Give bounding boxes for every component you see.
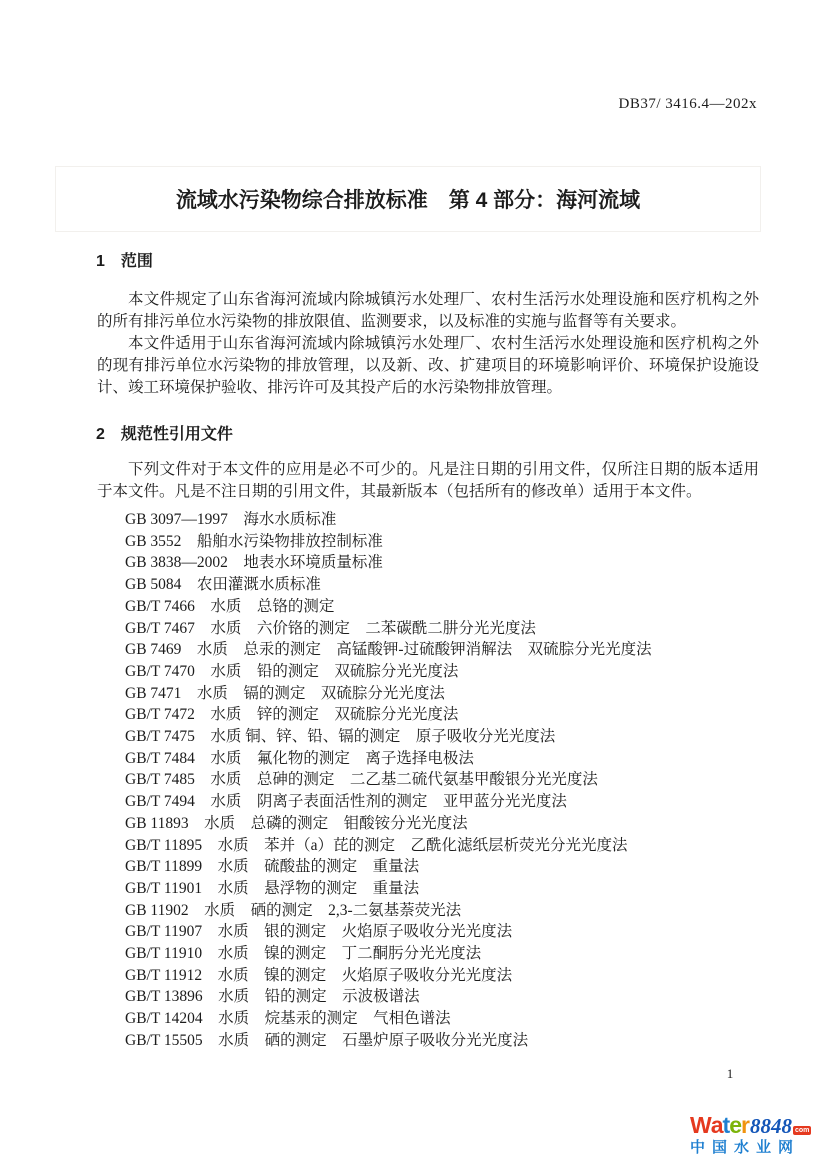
reference-item: GB 3097—1997 海水水质标准	[125, 511, 337, 528]
section-1-body	[97, 289, 759, 399]
section-1-heading: 1 范围	[96, 253, 153, 270]
page-title: 流域水污染物综合排放标准 第 4 部分：海河流域	[55, 166, 761, 232]
reference-item: GB 7469 水质 总汞的测定 高锰酸钾-过硫酸钾消解法 双硫腙分光光度法	[125, 641, 652, 659]
reference-item: GB/T 7494 水质 阴离子表面活性剂的测定 亚甲蓝分光光度法	[125, 793, 567, 811]
logo-subtitle-chinese: 中国水业网	[690, 1139, 801, 1156]
logo-number-8848: 8848	[749, 1114, 792, 1138]
logo-letter-e: e	[729, 1112, 741, 1138]
water8848-logo	[690, 1114, 823, 1155]
logo-com-badge: com	[794, 1127, 810, 1134]
references-list	[125, 509, 785, 1052]
logo-letter-w: W	[690, 1112, 711, 1138]
section-1-paragraph-2: 本文件适用于山东省海河流域内除城镇污水处理厂、农村生活污水处理设施和医疗机构之外的现有排污单位水污染物的排放管理，以及新、改、扩建项目的环境影响评价、环境保护设施设计、竣工环境保护验收、排污许可及其投产后的水污染物排放管理。	[97, 335, 759, 396]
reference-item: GB 11893 水质 总磷的测定 钼酸铵分光光度法	[125, 814, 468, 832]
reference-item: GB/T 7485 水质 总砷的测定 二乙基二硫代氨基甲酸银分光光度法	[125, 771, 598, 789]
reference-item: GB/T 11910 水质 镍的测定 丁二酮肟分光光度法	[125, 945, 482, 963]
reference-item: GB/T 11901 水质 悬浮物的测定 重量法	[125, 879, 420, 897]
reference-item: GB/T 15505 水质 硒的测定 石墨炉原子吸收分光光度法	[125, 1031, 529, 1049]
reference-item: GB/T 11912 水质 镍的测定 火焰原子吸收分光光度法	[125, 966, 513, 984]
section-2-heading: 2 规范性引用文件	[96, 426, 233, 443]
reference-item: GB/T 11895 水质 苯并（a）芘的测定 乙酰化滤纸层析荧光分光光度法	[125, 836, 628, 854]
reference-item: GB 7471 水质 镉的测定 双硫腙分光光度法	[125, 684, 445, 702]
reference-item: GB/T 11899 水质 硫酸盐的测定 重量法	[125, 858, 420, 876]
reference-item: GB 11902 水质 硒的测定 2,3-二氨基萘荧光法	[125, 901, 462, 919]
reference-item: GB/T 13896 水质 铅的测定 示波极谱法	[125, 988, 420, 1006]
reference-item: GB 3838—2002 地表水环境质量标准	[125, 554, 383, 572]
logo-letter-r: r	[740, 1112, 749, 1138]
reference-item: GB/T 7467 水质 六价铬的测定 二苯碳酰二肼分光光度法	[125, 619, 536, 637]
reference-item: GB/T 7484 水质 氟化物的测定 离子选择电极法	[125, 749, 474, 767]
reference-item: GB/T 14204 水质 烷基汞的测定 气相色谱法	[125, 1010, 451, 1028]
page-number: 1	[726, 1066, 734, 1081]
reference-item: GB/T 7472 水质 锌的测定 双硫腙分光光度法	[125, 706, 459, 724]
section-1-paragraph-1: 本文件规定了山东省海河流域内除城镇污水处理厂、农村生活污水处理设施和医疗机构之外的所有排污单位水污染物的排放限值、监测要求，以及标准的实施与监督等有关要求。	[97, 291, 759, 330]
section-2-intro	[97, 459, 759, 503]
reference-item: GB/T 7470 水质 铅的测定 双硫腙分光光度法	[125, 662, 459, 680]
section-2-intro-paragraph: 下列文件对于本文件的应用是必不可少的。凡是注日期的引用文件，仅所注日期的版本适用于本文件。凡是不注日期的引用文件，其最新版本（包括所有的修改单）适用于本文件。	[97, 461, 759, 500]
reference-item: GB 5084 农田灌溉水质标准	[125, 576, 321, 594]
standard-code: DB37/ 3416.4—202x	[618, 96, 757, 112]
water8848-wordmark	[690, 1114, 823, 1137]
reference-item: GB/T 7475 水质 铜、锌、铅、镉的测定 原子吸收分光光度法	[125, 728, 556, 746]
reference-item: GB/T 11907 水质 银的测定 火焰原子吸收分光光度法	[125, 923, 513, 941]
logo-letter-t: t	[722, 1112, 730, 1138]
reference-item: GB/T 7466 水质 总铬的测定	[125, 597, 335, 615]
logo-letter-a: a	[710, 1112, 723, 1138]
reference-item: GB 3552 船舶水污染物排放控制标准	[125, 532, 383, 550]
